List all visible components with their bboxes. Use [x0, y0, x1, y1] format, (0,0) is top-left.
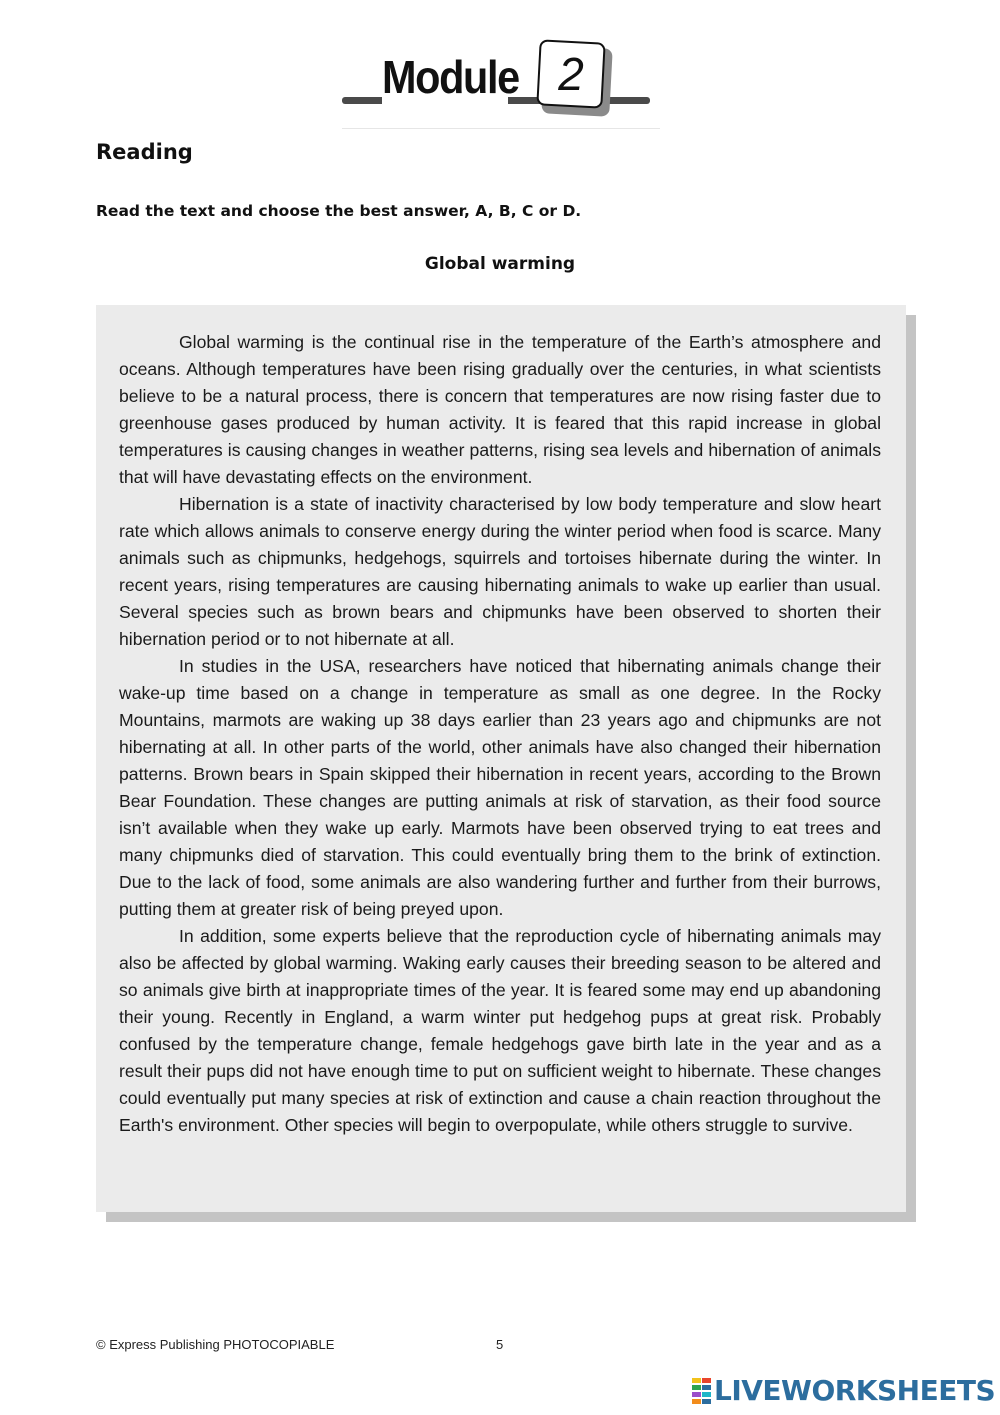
passage-paragraph: In studies in the USA, researchers have noticed that hibernating animals change their wake-up time based on a change in temperature as small as one degree. In the Rocky Mountains, marmots are waking up 38 days earlier than 23 years ago and chipmunks are not hibernating at all. In other parts of the world, other animals have also changed their hibernation patterns. Brown bears in Spain skipped their hibernation in recent years, according to the Brown Bear Foundation. These changes are putting animals at risk of starvation, as their food source isn’t available when they wake up early. Marmots have been observed trying to eat trees and many chipmunks died of starvation. This could eventually bring them to the brink of extinction. Due to the lack of food, some animals are also wandering further and further from their burrows, putting them at greater risk of being preyed upon. — [119, 656, 881, 919]
module-header — [340, 38, 660, 130]
passage-paragraph: Hibernation is a state of inactivity characterised by low body temperature and slow heart rate which allows animals to conserve energy during the winter period when food is scarce. Many animals such as chipmunks, hedgehogs, squirrels and tortoises hibernate during the winter. In recent years, rising temperatures are causing hibernating animals to wake up earlier than usual. Several species such as brown bears and chipmunks have been observed to shorten their hibernation period or to not hibernate at all. — [119, 494, 881, 649]
passage-body — [119, 329, 881, 1139]
liveworksheets-logo[interactable] — [692, 1375, 995, 1407]
passage-title: Global warming — [424, 254, 576, 274]
header-divider — [342, 128, 660, 129]
module-number: 2 — [558, 48, 584, 100]
passage-paragraph: Global warming is the continual rise in the temperature of the Earth’s atmosphere and oceans. Although temperatures have been rising gradually over the centuries, in what scientists believe to be a natural process, there is concern that temperatures are now rising faster due to greenhouse gases produced by human activity. It is feared that this rapid increase in global temperatures is causing changes in weather patterns, rising sea levels and hibernation of animals that will have devastating effects on the environment. — [119, 332, 881, 487]
copyright-notice: © Express Publishing PHOTOCOPIABLE — [96, 1337, 335, 1352]
section-title: Reading — [96, 140, 193, 164]
module-label: Module — [382, 51, 519, 103]
liveworksheets-icon — [692, 1378, 712, 1404]
page-number: 5 — [496, 1337, 504, 1352]
instruction-text: Read the text and choose the best answer, A, B, C or D. — [96, 202, 582, 220]
liveworksheets-wordmark: LIVEWORKSHEETS — [714, 1374, 996, 1407]
passage-paragraph: In addition, some experts believe that the reproduction cycle of hibernating animals may also be affected by global warming. Waking early causes their breeding season to be altered and so animals give birth at inappropriate times of the year. It is feared some may end up abandoning their young. Recently in England, a warm winter put hedgehog pups at great risk. Probably confused by the temperature change, female hedgehogs gave birth late in the year and as a result their pups did not have enough time to put on sufficient weight to hibernate. These changes could eventually put many species at risk of extinction and cause a chain reaction throughout the Earth's environment. Other species will begin to overpopulate, while others struggle to survive. — [119, 926, 881, 1135]
